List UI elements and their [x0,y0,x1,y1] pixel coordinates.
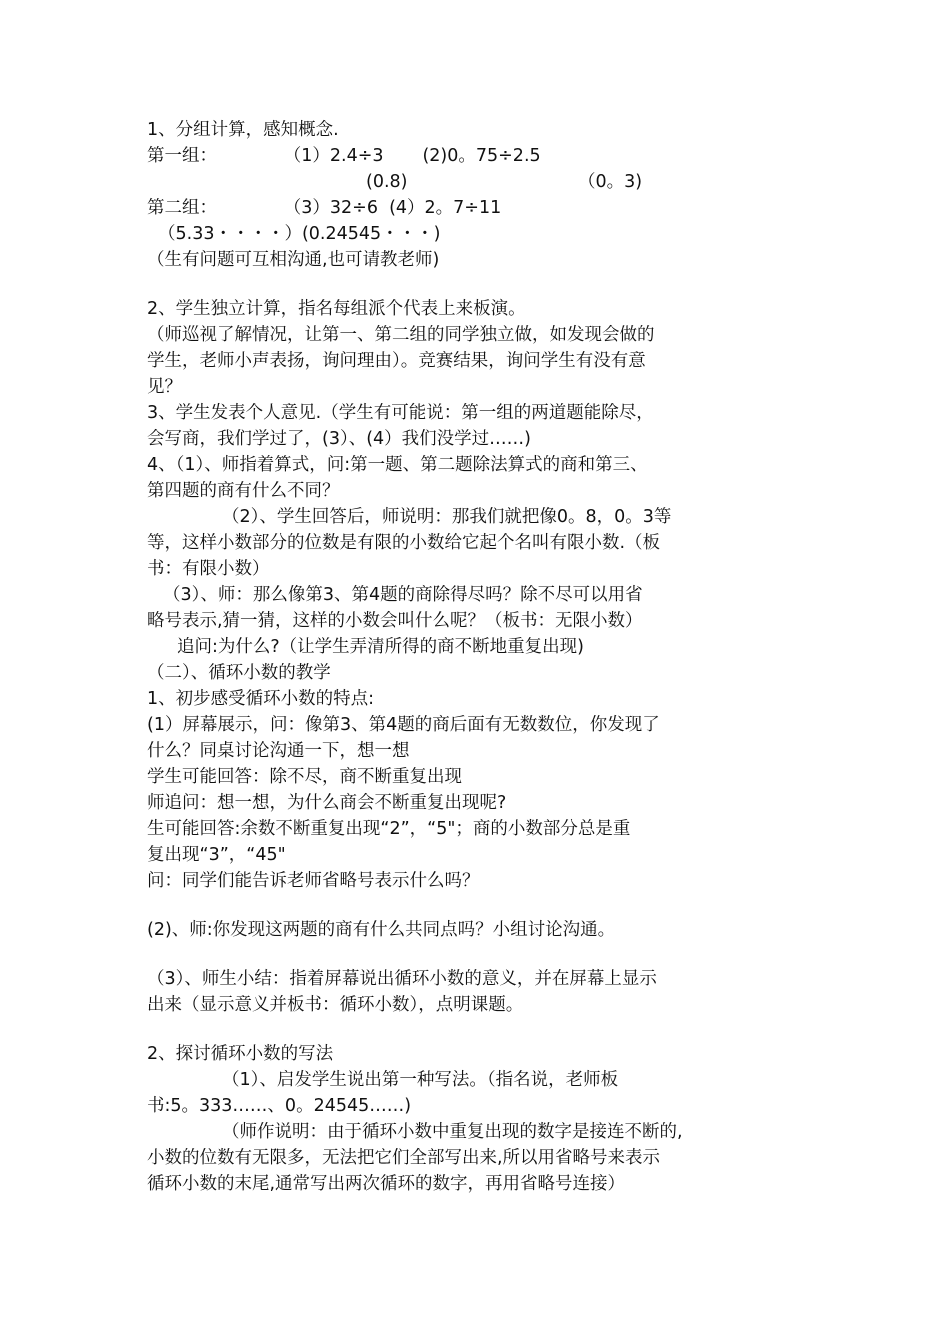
text-line: （3）、师生小结：指着屏幕说出循环小数的意义，并在屏幕上显示 [147,969,657,989]
text-line: 循环小数的末尾,通常写出两次循环的数字，再用省略号连接） [147,1174,626,1194]
text-line: （5.33・・・・）(0.24545・・・) [158,224,441,244]
text-line: 会写商，我们学过了，(3）、(4）我们没学过……) [147,429,531,449]
text-line: （二）、循环小数的教学 [147,663,331,683]
text-line: （师作说明：由于循环小数中重复出现的数字是接连不断的, [222,1122,683,1142]
text-line: 第一组： （1）2.4÷3 (2)0。75÷2.5 [147,146,541,166]
text-line: 书:5。333……、0。24545……) [147,1096,412,1116]
text-line: 第二组： （3）32÷6 (4）2。7÷11 [147,198,502,218]
text-line: （3）、师：那么像第3、第4题的商除得尽吗？除不尽可以用省 [163,585,643,605]
text-line: 问：同学们能告诉老师省略号表示什么吗？ [147,871,480,891]
text-line: 2、学生独立计算，指名每组派个代表上来板演。 [147,299,526,319]
text-line: (1）屏幕展示，问：像第3、第4题的商后面有无数数位，你发现了 [147,715,660,735]
text-line: 3、学生发表个人意见.（学生有可能说：第一组的两道题能除尽， [147,403,654,423]
text-line: 生可能回答:余数不断重复出现“2”，“5"；商的小数部分总是重 [147,819,631,839]
text-line: 等，这样小数部分的位数是有限的小数给它起个名叫有限小数.（板 [147,533,661,553]
text-line: 追问:为什么?（让学生弄清所得的商不断地重复出现) [177,637,585,657]
text-line: 出来（显示意义并板书：循环小数），点明课题。 [147,995,524,1015]
text-line: （师巡视了解情况，让第一、第二组的同学独立做，如发现会做的 [147,325,655,345]
text-line: 4、（1）、师指着算式，问:第一题、第二题除法算式的商和第三、 [147,455,648,475]
text-line: 书：有限小数） [147,559,270,579]
text-line: 2、探讨循环小数的写法 [147,1044,334,1064]
text-line: （生有问题可互相沟通,也可请教老师) [147,250,440,270]
text-line: 1、初步感受循环小数的特点: [147,689,375,709]
text-line: (0.8) [366,172,408,192]
text-line: 1、分组计算，感知概念. [147,120,339,140]
text-line: 见？ [147,377,182,397]
text-line: （2）、学生回答后，师说明：那我们就把像0。8，0。3等 [222,507,672,527]
text-line: 学生，老师小声表扬，询问理由）。竞赛结果，询问学生有没有意 [147,351,646,371]
text-line: （0。3) [578,172,643,192]
text-line: 学生可能回答：除不尽，商不断重复出现 [147,767,462,787]
text-line: (2)、师:你发现这两题的商有什么共同点吗？小组讨论沟通。 [147,920,616,940]
text-line: 师追问：想一想，为什么商会不断重复出现呢? [147,793,507,813]
text-line: 小数的位数有无限多，无法把它们全部写出来,所以用省略号来表示 [147,1148,661,1168]
text-line: 什么？同桌讨论沟通一下，想一想 [147,741,410,761]
text-line: 略号表示,猜一猜，这样的小数会叫什么呢？（板书：无限小数） [147,611,643,631]
text-line: 第四题的商有什么不同？ [147,481,340,501]
text-line: （1）、启发学生说出第一种写法。（指名说，老师板 [222,1070,619,1090]
text-line: 复出现“3”，“45" [147,845,286,865]
